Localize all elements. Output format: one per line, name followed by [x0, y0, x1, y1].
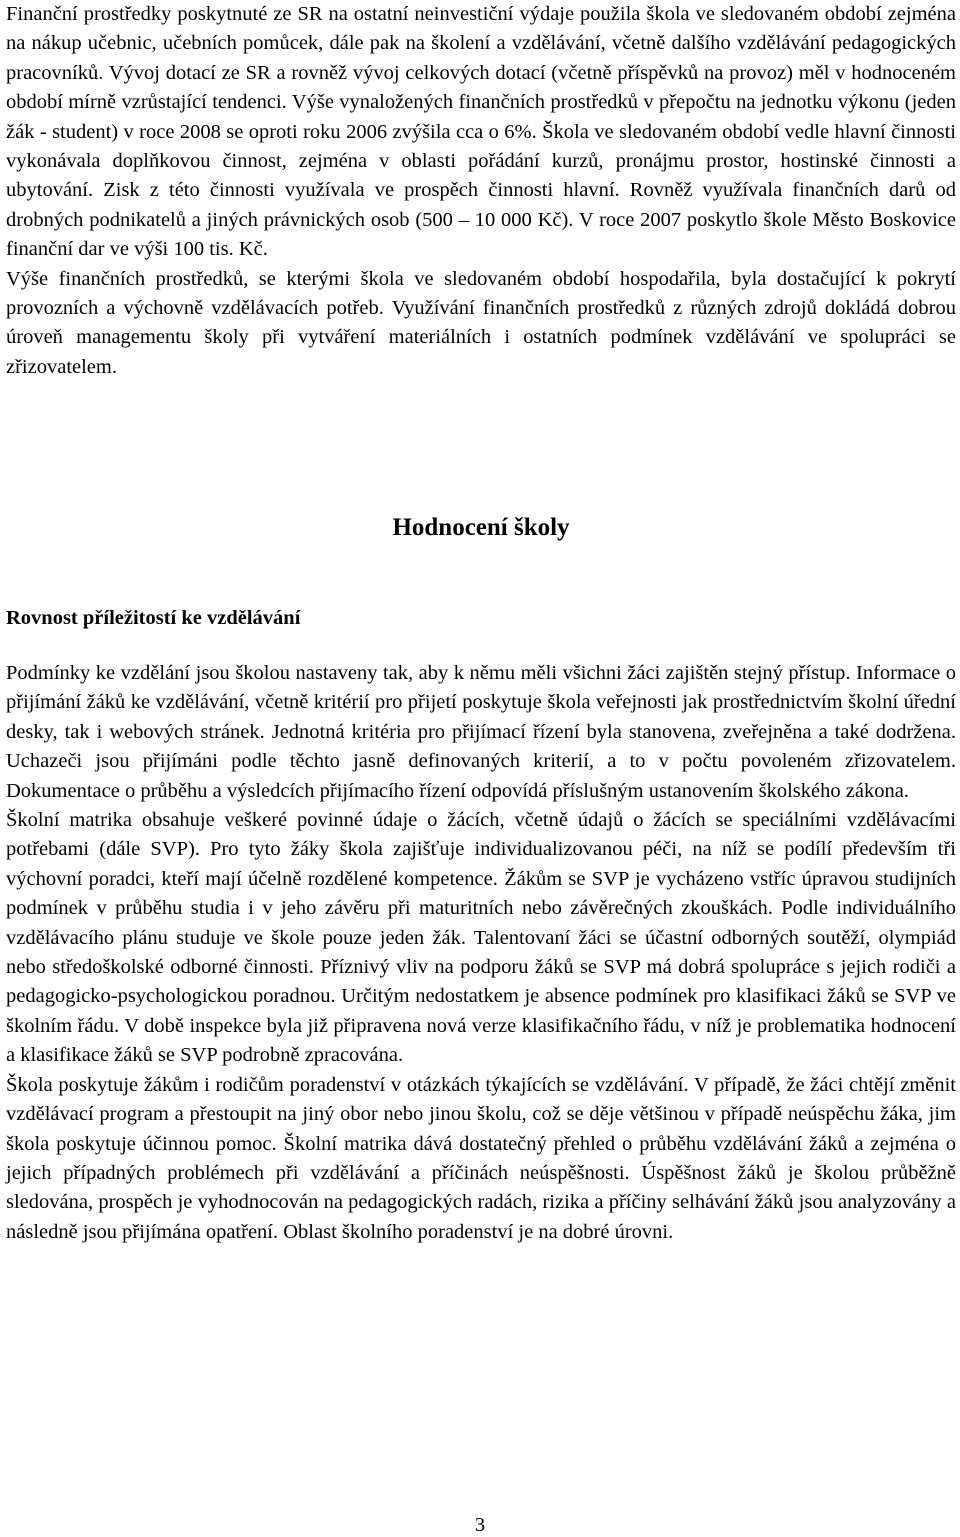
paragraph-counseling: Škola poskytuje žákům i rodičům poradenství v otázkách týkajících se vzdělávání. V případě, že žáci chtějí změnit vzdělávací program a přestoupit na jiný obor nebo jinou školu, což se děje většinou v případě neúspěchu žáka, jim škola poskytuje účinnou pomoc. Školní matrika dává dostatečný přehled o průběhu vzdělávání žáků a zejména o jejich případných problémech při vzdělávání a příčinách neúspěšnosti. Úspěšnost žáků je školou průběžně sledována, prospěch je vyhodnocován na pedagogických radách, rizika a příčiny selhávání žáků jsou analyzovány a následně jsou přijímána opatření. Oblast školního poradenství je na dobré úrovni. — [6, 1073, 956, 1243]
main-heading: Hodnocení školy — [392, 514, 570, 541]
finance-section — [6, 0, 956, 382]
section-heading: Rovnost příležitostí ke vzdělávání — [6, 607, 301, 629]
paragraph-finance-management: Výše finančních prostředků, se kterými škola ve sledovaném období hospodařila, byla dostačující k pokrytí provozních a výchovně vzdělávacích potřeb. Využívání finančních prostředků z různých zdrojů dokládá dobrou úroveň managementu školy při vytváření materiálních i ostatních podmínek vzdělávání ve spolupráci se zřizovatelem. — [6, 267, 956, 378]
page-number: 3 — [474, 1514, 486, 1536]
equal-opportunity-section — [6, 659, 956, 1247]
paragraph-finance-funds: Finanční prostředky poskytnuté ze SR na ostatní neinvestiční výdaje použila škola ve sledovaném období zejména na nákup učebnic, učebních pomůcek, dále pak na školení a vzdělávání, včetně dalšího vzdělávání pedagogických pracovníků. Vývoj dotací ze SR a rovněž vývoj celkových dotací (včetně příspěvků na provoz) měl v hodnoceném období mírně vzrůstající tendenci. Výše vynaložených finančních prostředků v přepočtu na jednotku výkonu (jeden žák - student) v roce 2008 se oproti roku 2006 zvýšila cca o 6%. Škola ve sledovaném období vedle hlavní činnosti vykonávala doplňkovou činnost, zejména v oblasti pořádání kurzů, pronájmu prostor, hostinské činnosti a ubytování. Zisk z této činnosti využívala ve prospěch činnosti hlavní. Rovněž využívala finančních darů od drobných podnikatelů a jiných právnických osob (500 – 10 000 Kč). V roce 2007 poskytlo škole Město Boskovice finanční dar ve výši 100 tis. Kč. — [6, 3, 956, 261]
paragraph-school-register: Školní matrika obsahuje veškeré povinné údaje o žácích, včetně údajů o žácích se speciálními vzdělávacími potřebami (dále SVP). Pro tyto žáky škola zajišťuje individualizovanou péči, na níž se podílí především tři výchovní poradci, kteří mají účelně rozdělené kompetence. Žákům se SVP je vycházeno vstříc úpravou studijních podmínek v průběhu studia i v jeho závěru při maturitních nebo závěrečných zkouškách. Podle individuálního vzdělávacího plánu studuje ve škole pouze jeden žák. Talentovaní žáci se účastní odborných soutěží, olympiád nebo středoškolské odborné činnosti. Příznivý vliv na podporu žáků se SVP má dobrá spolupráce s jejich rodiči a pedagogicko-psychologickou poradnou. Určitým nedostatkem je absence podmínek pro klasifikaci žáků se SVP ve školním řádu. V době inspekce byla již připravena nová verze klasifikačního řádu, v níž je problematika hodnocení a klasifikace žáků se SVP podrobně zpracována. — [6, 809, 956, 1067]
paragraph-admission: Podmínky ke vzdělání jsou školou nastaveny tak, aby k němu měli všichni žáci zajištěn stejný přístup. Informace o přijímání žáků ke vzdělávání, včetně kritérií pro přijetí poskytuje škola veřejnosti jak prostřednictvím školní úřední desky, tak i webových stránek. Jednotná kritéria pro přijímací řízení byla stanovena, zveřejněna a také dodržena. Uchazeči jsou přijímáni podle těchto jasně definovaných kriterií, a to v počtu povoleném zřizovatelem. Dokumentace o průběhu a výsledcích přijímacího řízení odpovídá příslušným ustanovením školského zákona. — [6, 662, 956, 802]
